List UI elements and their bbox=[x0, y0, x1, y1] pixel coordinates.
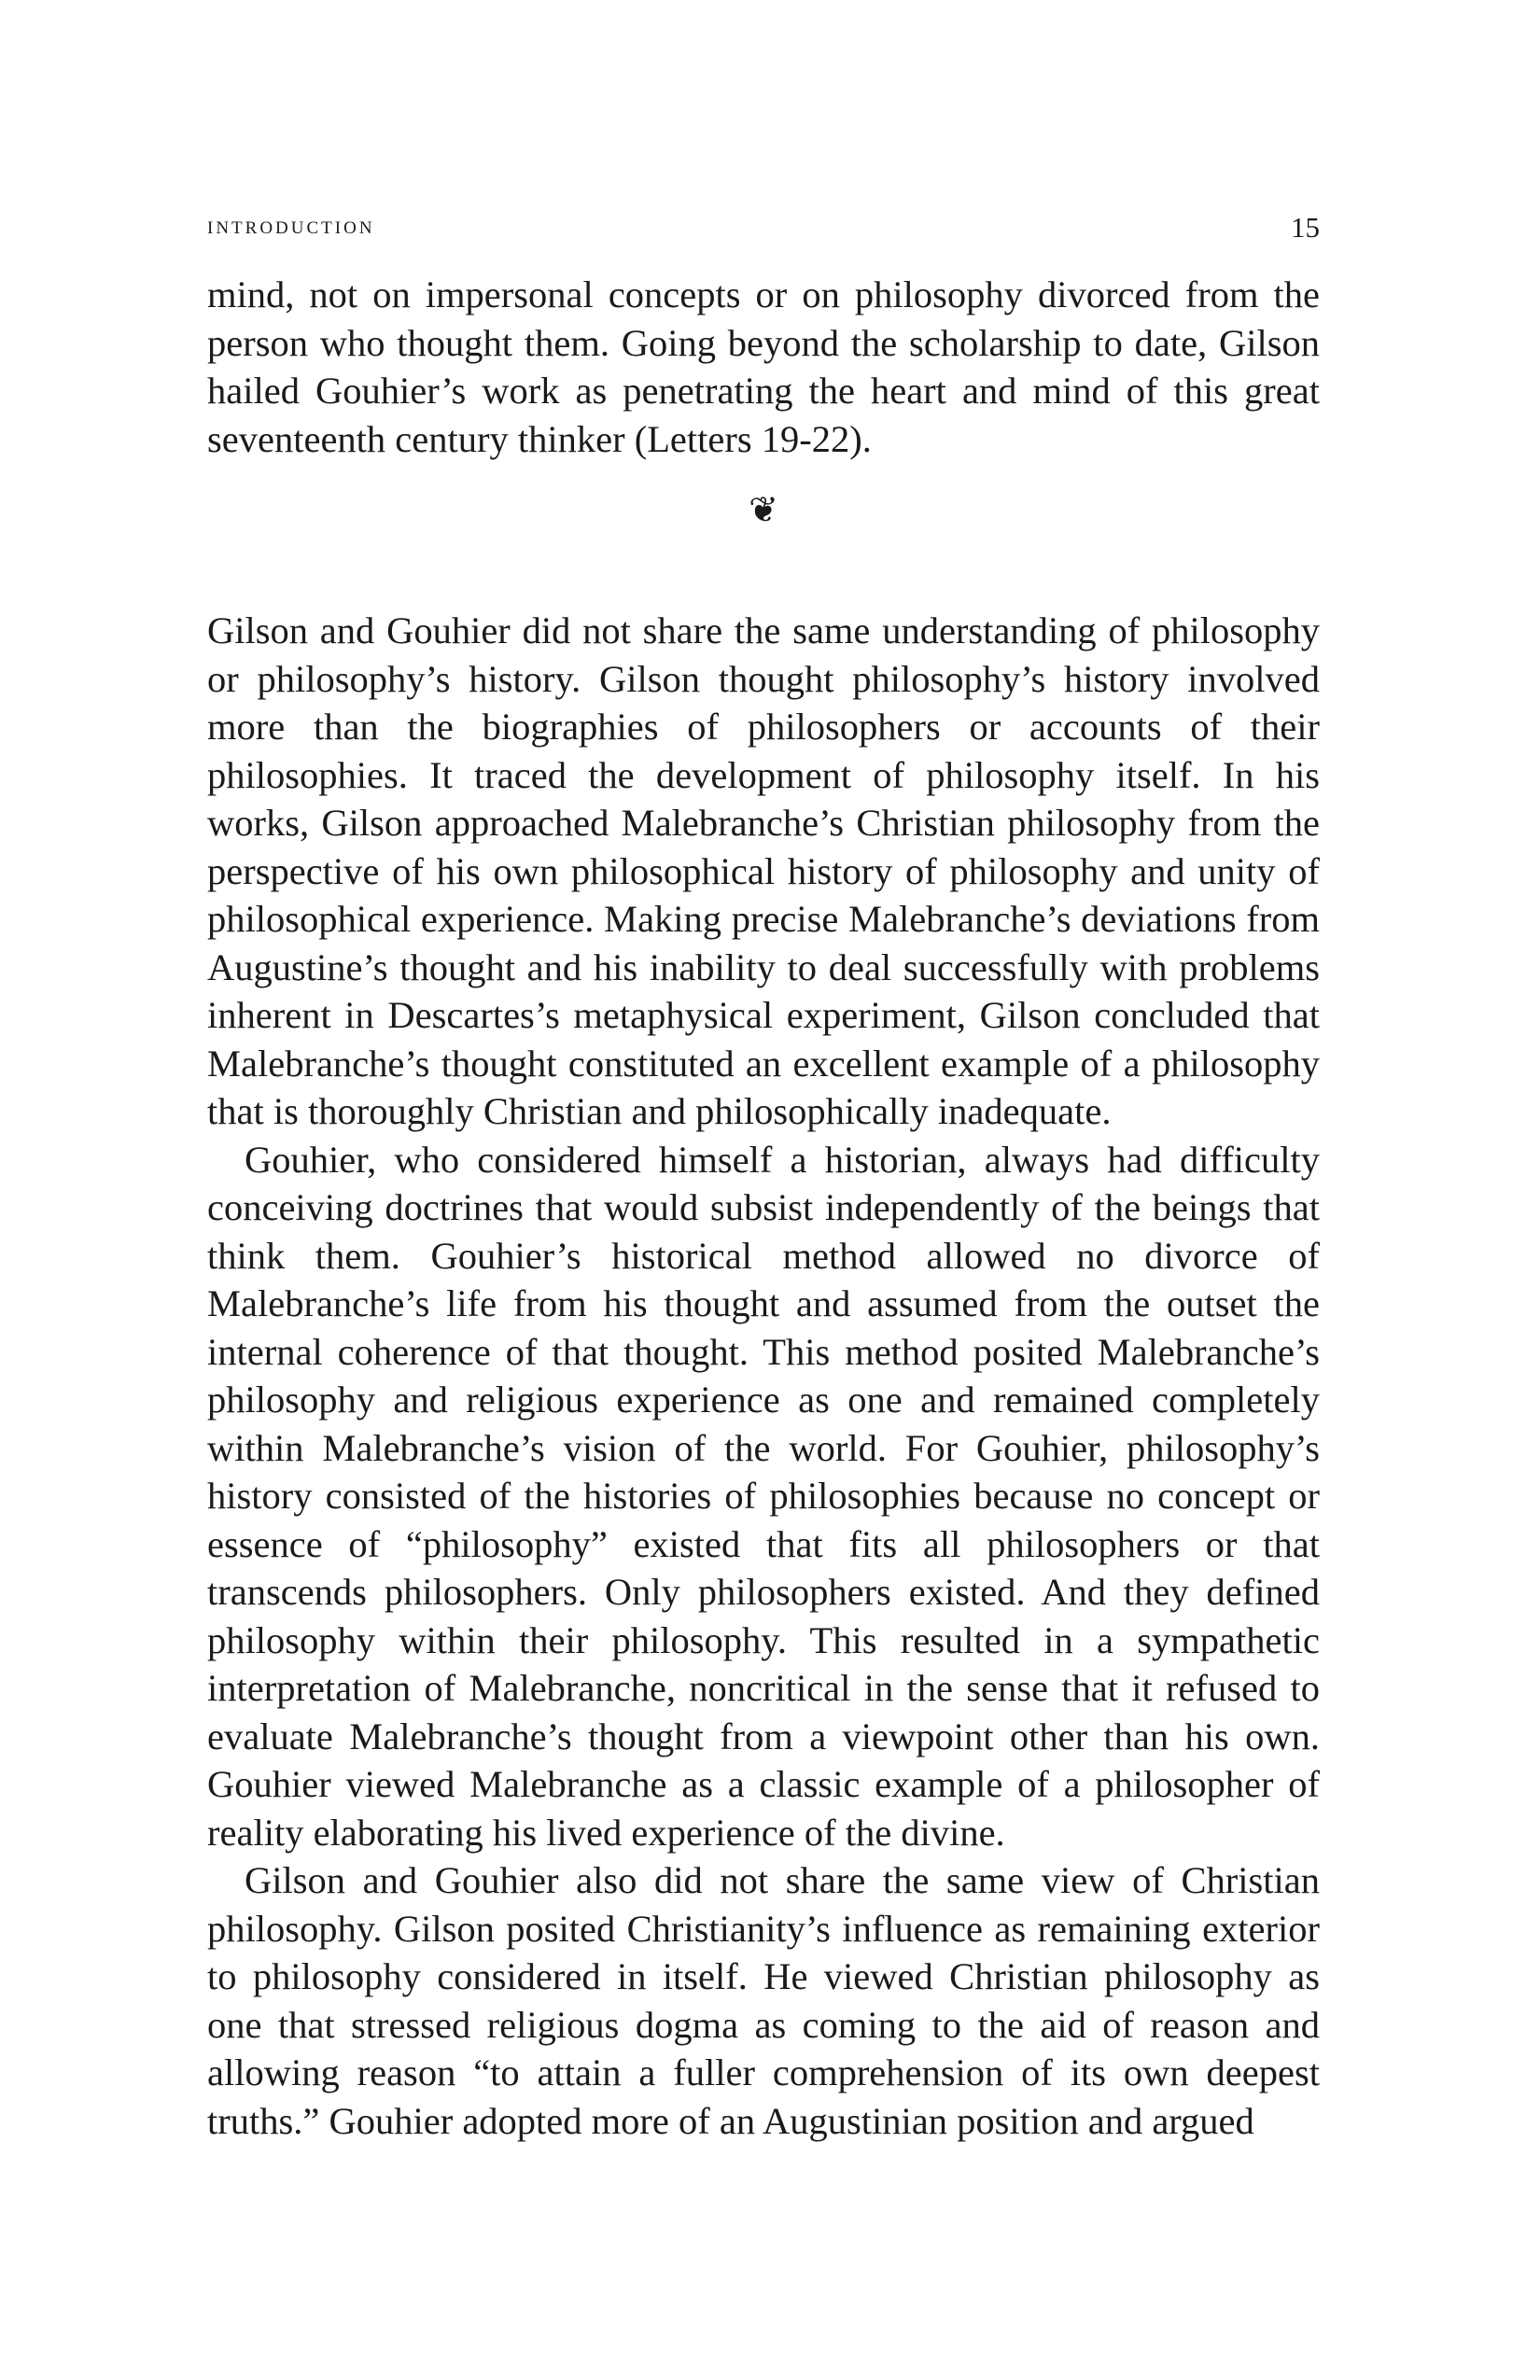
paragraph: Gilson and Gouhier also did not share the same view of Christian philosophy. Gilson posited Christianity’s influence as remaining exterior to philosophy considered in itself. He viewed Christian philosophy as one that stressed religious dogma as coming to the aid of reason and allowing reason “to attain a fuller comprehension of its own deepest truths.” Gouhier adopted more of an Augustinian position and argued bbox=[207, 1859, 1320, 2142]
body-text bbox=[207, 271, 1320, 2145]
fleuron-ornament-icon: ❦ bbox=[749, 491, 778, 530]
paragraph-section-start: Gilson and Gouhier did not share the same understanding of philosophy or philosophy’s history. Gilson thought philosophy’s history involved more than the biographies of philosophers or accounts of their philosophies. It traced the development of philosophy itself. In his works, Gilson approached Malebranche’s Christian philosophy from the perspective of his own philosophical history of philosophy and unity of philosophical experience. Making precise Malebranche’s deviations from Augustine’s thought and his inability to deal successfully with problems inherent in Descartes’s metaphysical experiment, Gilson concluded that Malebranche’s thought constituted an excellent example of a philosophy that is thoroughly Christian and philosophically inadequate. bbox=[207, 609, 1320, 1132]
paragraph-continuation: mind, not on impersonal concepts or on philosophy divorced from the person who thought them. Going beyond the scholarship to date, Gilson hailed Gouhier’s work as penetrating the heart and mind of this great seventeenth century thinker (Letters 19-22). bbox=[207, 273, 1320, 460]
running-head bbox=[207, 211, 1320, 248]
running-title: introduction bbox=[207, 211, 375, 239]
page-number: 15 bbox=[1291, 211, 1320, 244]
paragraph: Gouhier, who considered himself a historian, always had difficulty conceiving doctrines that would subsist independently of the beings that think them. Gouhier’s historical method allowed no divorce of Malebranche’s life from his thought and assumed from the outset the internal coherence of that thought. This method posited Malebranche’s philosophy and religious experience as one and remained completely within Malebranche’s vision of the world. For Gouhier, philosophy’s history consisted of the histories of philosophies because no concept or essence of “philosophy” existed that fits all philosophers or that transcends philosophers. Only philosophers existed. And they defined philosophy within their philosophy. This resulted in a sympathetic interpretation of Malebranche, noncritical in the sense that it refused to evaluate Malebranche’s thought from a viewpoint other than his own. Gouhier viewed Malebranche as a classic example of a philosopher of reality elaborating his lived experience of the divine. bbox=[207, 1138, 1320, 1854]
